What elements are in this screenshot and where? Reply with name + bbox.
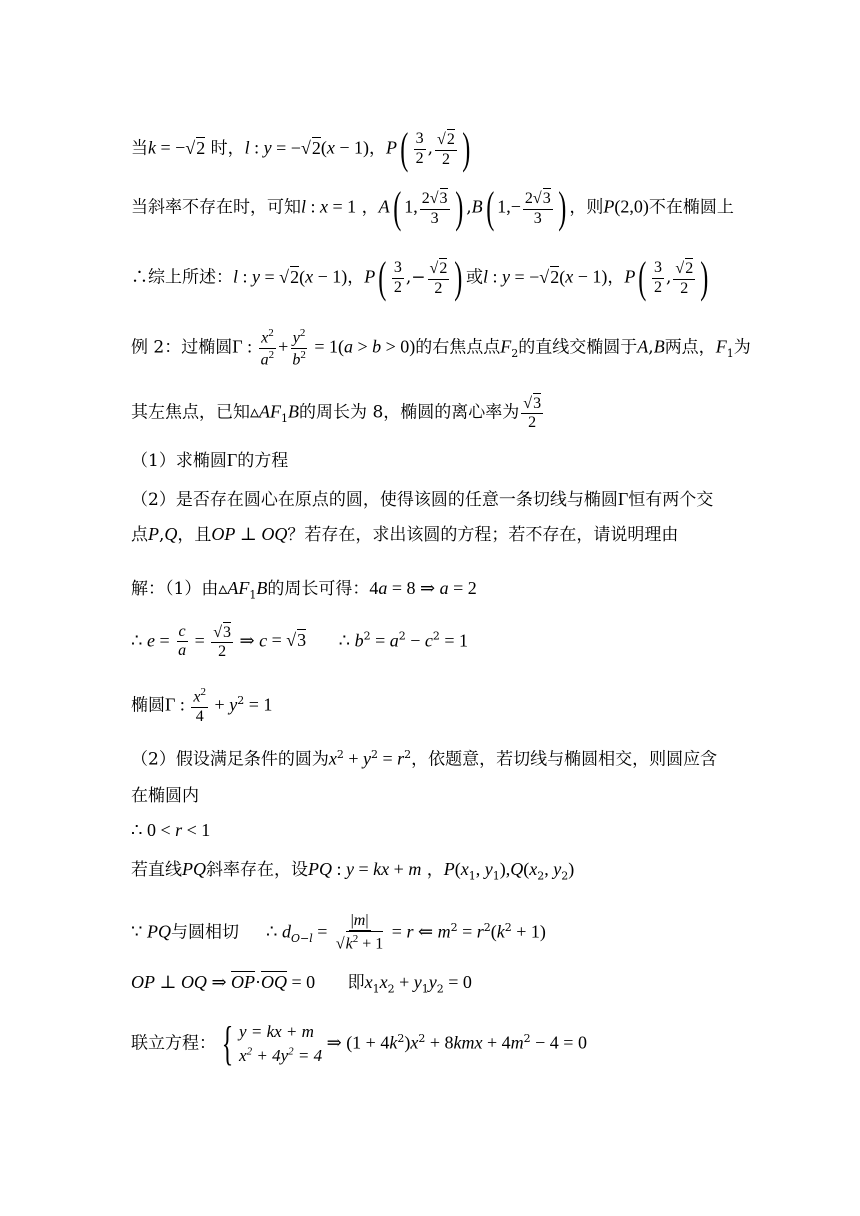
text-line-10: ∴ e = $\frac{c}{a}$ = $\frac{√3}{2}$ ⇒ c = √3 ∴ $b^2 = a^2 - c^2 = 1$ xyxy=(131,623,469,661)
text-line-9: 解：（1）由$▵AF_1B$的周长可得：4a = 8 ⇒ a = 2 xyxy=(131,578,477,602)
text-line-18: 联立方程： { y = kx + m $x^2 + 4y^2 = 4$ ⇒ $(1 + 4k^2)x^2 + 8kmx + 4m^2 - 4 = 0$ xyxy=(131,1017,587,1070)
text-line-11: 椭圆Γ : $\frac{x^2}{4}$ + $y^2 = 1$ xyxy=(131,686,273,725)
text-line-17: OP ⊥ OQ ⇒ $\overline{OP}\cdot\overline{OQ} = 0$ 即$x_1x_2 + y_1y_2 = 0$ xyxy=(131,972,472,996)
text-line-13: 在椭圆内 xyxy=(131,786,199,806)
text-line-4: 例 2：过椭圆Γ : $\frac{x^2}{a^2}$ + $\frac{y^2}{b^2}$ = 1(a > b > 0)的右焦点点$F_2$的直线交椭圆于A,B两点，$F_1$为 xyxy=(131,327,751,369)
text-line-3: ∴综上所述：l : y = √2(x − 1)，P( $\frac{3}{2}$ ,− $\frac{√2}{2}$ ) 或l : y = −√2(x − 1)，P( $\frac{3}{2}$ , $\frac{√2}{2}$ ) xyxy=(131,253,709,302)
text-line-5: 其左焦点，已知$▵AF_1B$的周长为 8，椭圆的离心率为 $\frac{√3}{2}$ xyxy=(131,395,542,432)
text-line-7: （2）是否存在圆心在原点的圆，使得该圆的任意一条切线与椭圆Γ恒有两个交 xyxy=(131,489,714,510)
text-line-15: 若直线PQ斜率存在，设PQ : y = kx + m ，$P(x_1$, $y_1),Q(x_2$, $y_2$) xyxy=(131,859,575,883)
text-line-1: 当k = −√2 时，l : y = −√2(x − 1)，P( $\frac{3}{2}$ , $\frac{√2}{2}$ ) xyxy=(131,124,471,173)
text-line-16: ∵ PQ与圆相切 ∴ $d_{O-l}$ = $\frac{|m|}{√k^2 + 1}$ = r ⇐ $m^2 = r^2(k^2 + 1)$ xyxy=(131,912,546,953)
text-line-6: （1）求椭圆Γ的方程 xyxy=(131,450,289,471)
text-line-8: 点P,Q，且OP ⊥ OQ？若存在，求出该圆的方程；若不存在，请说明理由 xyxy=(131,524,679,545)
text-line-14: ∴ 0 < r < 1 xyxy=(131,820,211,840)
text-line-2: 当斜率不存在时，可知l : x = 1 ，A( 1, $\frac{2√3}{3}$ ) ,B( 1,− $\frac{2√3}{3}$ ) ，则P(2,0)不在椭圆上 xyxy=(131,183,734,232)
text-line-12: （2）假设满足条件的圆为$x^2 + y^2 = r^2$，依题意，若切线与椭圆相交，则圆应含 xyxy=(131,748,718,770)
